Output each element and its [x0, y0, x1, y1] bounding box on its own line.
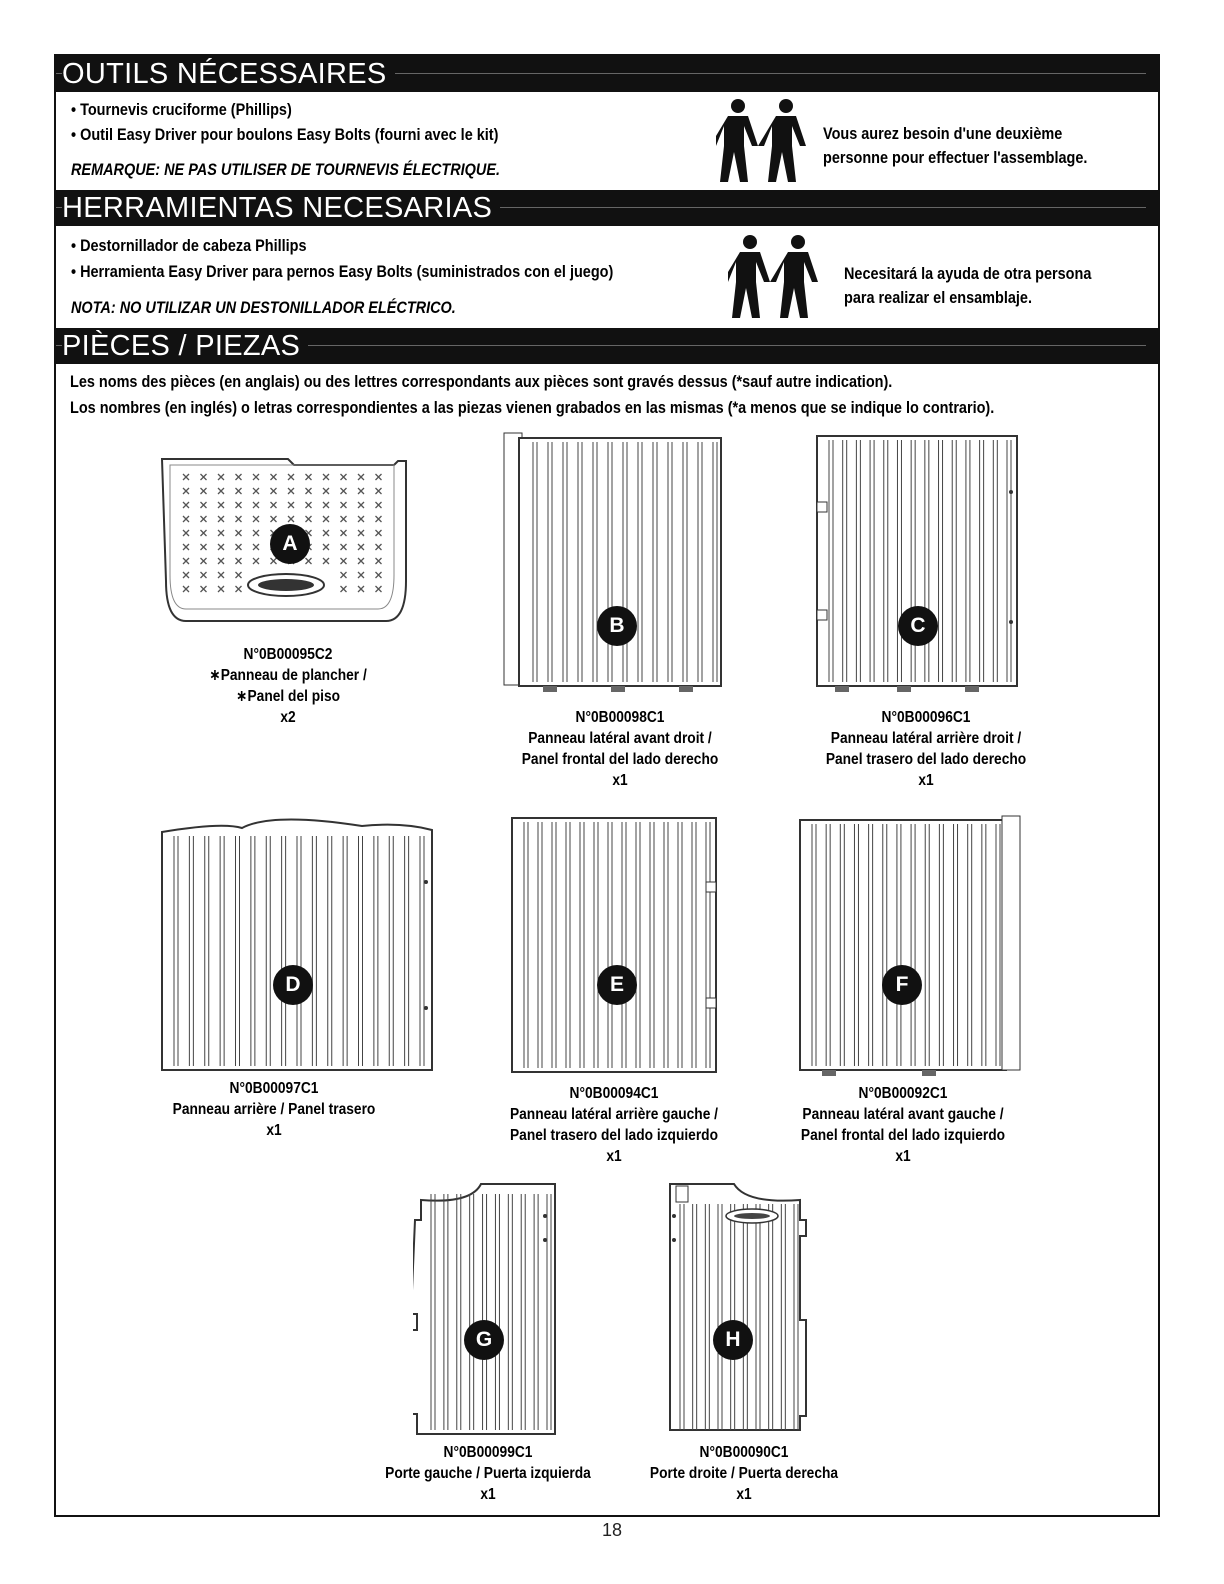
section-title: PIÈCES / PIEZAS [62, 329, 308, 363]
part-d-drawing [158, 812, 436, 1076]
part-b-drawing [503, 432, 725, 694]
section-header-tools-es [56, 190, 1158, 226]
part-letter-badge: E [597, 965, 637, 1005]
parts-intro-fr: Les noms des pièces (en anglais) ou des lettres correspondants aux pièces sont gravés dessus (*sauf autre indication). [70, 372, 893, 391]
part-e-caption [494, 1083, 735, 1167]
part-number: N°0B00097C1 [229, 1080, 319, 1097]
warning-note: NOTA: NO UTILIZAR UN DESTONILLADOR ELÉCTRICO. [71, 298, 456, 317]
part-d-caption [154, 1078, 395, 1141]
part-f-drawing [798, 812, 1024, 1076]
section-header-parts [56, 328, 1158, 364]
part-letter-badge: B [597, 606, 637, 646]
tool-item: • Herramienta Easy Driver para pernos Easy Bolts (suministrados con el juego) [71, 262, 614, 281]
part-letter-badge: C [898, 606, 938, 646]
part-name-es: Panel trasero del lado izquierdo [510, 1127, 718, 1144]
helper-text: Necesitará la ayuda de otra persona para realizar el ensamblaje. [844, 264, 1092, 307]
warning-note: REMARQUE: NE PAS UTILISER DE TOURNEVIS ÉLECTRIQUE. [71, 160, 500, 179]
part-g-caption [368, 1442, 609, 1505]
part-name-es: ∗Panel del piso [235, 688, 341, 705]
part-g-drawing [413, 1180, 559, 1440]
part-name-es: Panel frontal del lado derecho [521, 751, 719, 768]
tool-item: • Outil Easy Driver pour boulons Easy Bolts (fourni avec le kit) [71, 125, 499, 144]
page-number: 18 [601, 1520, 623, 1540]
part-name-fr: Panneau latéral avant droit / [528, 730, 712, 747]
part-f-caption [783, 1083, 1024, 1167]
part-name-es: Panel trasero del lado derecho [825, 751, 1027, 768]
part-quantity: x1 [895, 1148, 911, 1165]
part-number: N°0B00090C1 [699, 1444, 789, 1461]
part-letter-badge: D [273, 965, 313, 1005]
parts-intro-es: Los nombres (en inglés) o letras correspondientes a las piezas vienen grabados en las mismas (*a menos que se indique lo contrario). [70, 398, 995, 417]
part-h-drawing [666, 1180, 812, 1440]
part-number: N°0B00098C1 [575, 709, 665, 726]
two-people-icon [716, 98, 812, 184]
part-e-drawing [510, 812, 722, 1076]
section-title: HERRAMIENTAS NECESARIAS [62, 191, 500, 225]
section-header-tools-fr [56, 56, 1158, 92]
part-a-caption [168, 644, 409, 728]
part-quantity: x1 [612, 772, 628, 789]
part-c-caption [806, 707, 1047, 791]
part-number: N°0B00099C1 [443, 1444, 533, 1461]
part-quantity: x1 [266, 1122, 282, 1139]
part-quantity: x1 [736, 1486, 752, 1503]
part-quantity: x1 [918, 772, 934, 789]
part-letter-badge: H [713, 1320, 753, 1360]
part-quantity: x2 [280, 709, 296, 726]
tool-item: • Tournevis cruciforme (Phillips) [71, 100, 292, 119]
part-letter-badge: A [270, 524, 310, 564]
part-name-es: Panel frontal del lado izquierdo [800, 1127, 1006, 1144]
part-number: N°0B00094C1 [569, 1085, 659, 1102]
section-title: OUTILS NÉCESSAIRES [62, 57, 395, 91]
part-b-caption [500, 707, 741, 791]
part-c-drawing [815, 432, 1021, 694]
helper-text: Vous aurez besoin d'une deuxième personne pour effectuer l'assemblage. [823, 124, 1088, 167]
part-name-fr: Panneau latéral arrière droit / [830, 730, 1022, 747]
part-number: N°0B00096C1 [881, 709, 971, 726]
part-name-fr: Panneau latéral arrière gauche / [509, 1106, 719, 1123]
part-number: N°0B00095C2 [243, 646, 333, 663]
part-name-fr: Porte droite / Puerta derecha [649, 1465, 839, 1482]
part-name-fr: ∗Panneau de plancher / [209, 667, 367, 684]
part-quantity: x1 [606, 1148, 622, 1165]
part-number: N°0B00092C1 [858, 1085, 948, 1102]
part-name-fr: Panneau latéral avant gauche / [802, 1106, 1004, 1123]
part-name-fr: Porte gauche / Puerta izquierda [385, 1465, 591, 1482]
part-quantity: x1 [480, 1486, 496, 1503]
part-letter-badge: F [882, 965, 922, 1005]
part-name-fr: Panneau arrière / Panel trasero [172, 1101, 376, 1118]
two-people-icon [728, 234, 824, 320]
part-h-caption [624, 1442, 865, 1505]
part-letter-badge: G [464, 1320, 504, 1360]
tool-item: • Destornillador de cabeza Phillips [71, 236, 307, 255]
